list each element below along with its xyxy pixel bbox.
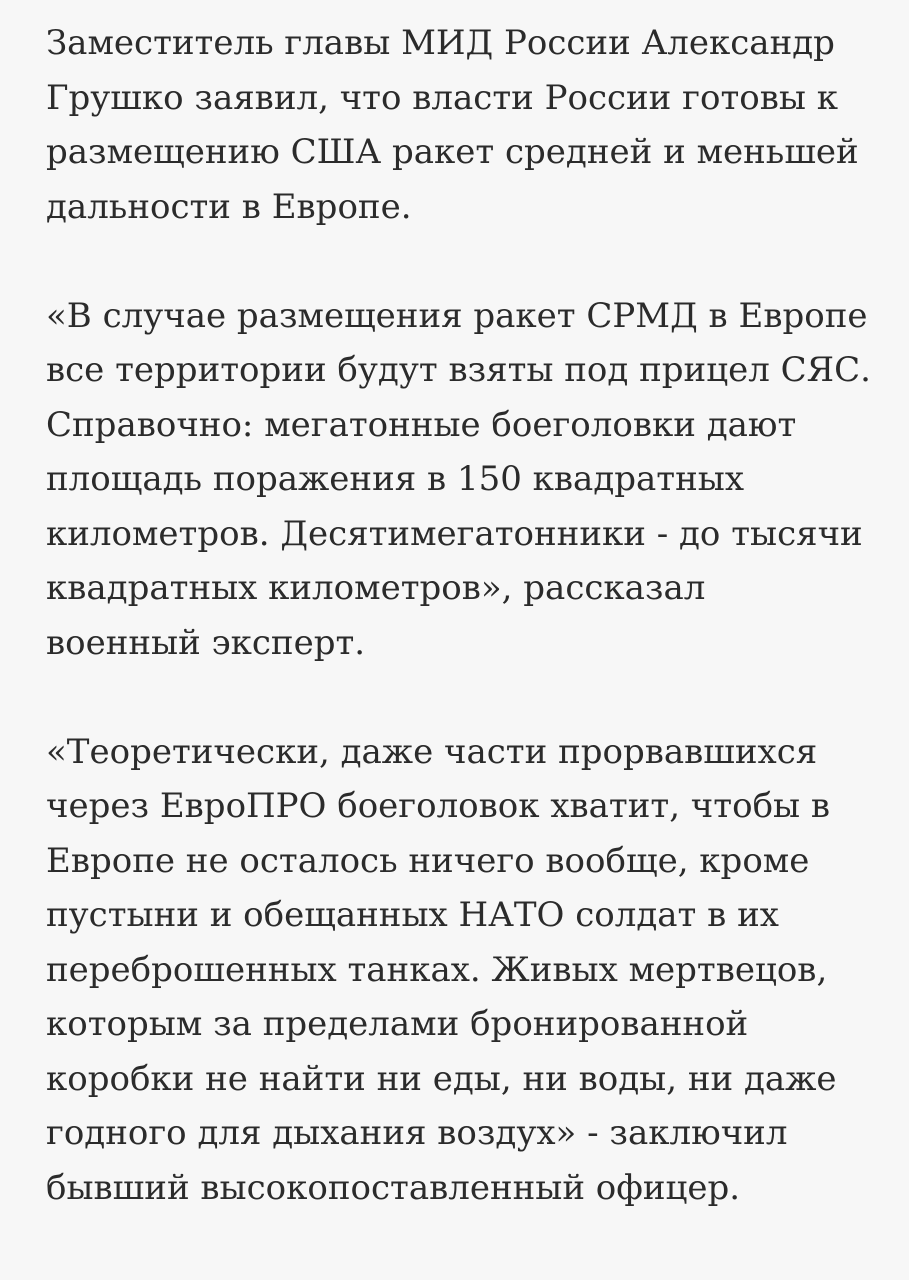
text-line: Справочно: мегатонные боеголовки дают	[46, 404, 797, 445]
text-line: переброшенных танках. Живых мертвецов,	[46, 949, 828, 990]
text-line: коробки не найти ни еды, ни воды, ни даже	[46, 1058, 837, 1099]
text-line: Грушко заявил, что власти России готовы к	[46, 77, 838, 118]
text-line: через ЕвроПРО боеголовок хватит, чтобы в	[46, 786, 831, 826]
paragraph-2	[46, 289, 869, 671]
text-line: все территории будут взяты под прицел СЯС.	[46, 350, 871, 390]
text-line: Заместитель главы МИД России Александр	[46, 23, 835, 63]
text-line: Европе не осталось ничего вообще, кроме	[46, 840, 810, 881]
paragraph-1	[46, 16, 869, 234]
text-line: военный эксперт.	[46, 622, 366, 663]
text-line: которым за пределами бронированной	[46, 1004, 749, 1044]
text-line: «В случае размещения ракет СРМД в Европе	[46, 295, 868, 336]
text-line: квадратных километров», рассказал	[46, 568, 706, 608]
text-line: дальности в Европе.	[46, 186, 412, 227]
paragraph-3	[46, 725, 869, 1216]
text-line: «Теоретически, даже части прорвавшихся	[46, 731, 818, 772]
text-line: размещению США ракет средней и меньшей	[46, 132, 859, 172]
text-line: бывший высокопоставленный офицер.	[46, 1167, 741, 1208]
text-line: пустыни и обещанных НАТО солдат в их	[46, 895, 779, 935]
text-line: километров. Десятимегатонники - до тысячи	[46, 513, 863, 554]
text-line: площадь поражения в 150 квадратных	[46, 459, 744, 499]
text-line: годного для дыхания воздух» - заключил	[46, 1113, 788, 1153]
